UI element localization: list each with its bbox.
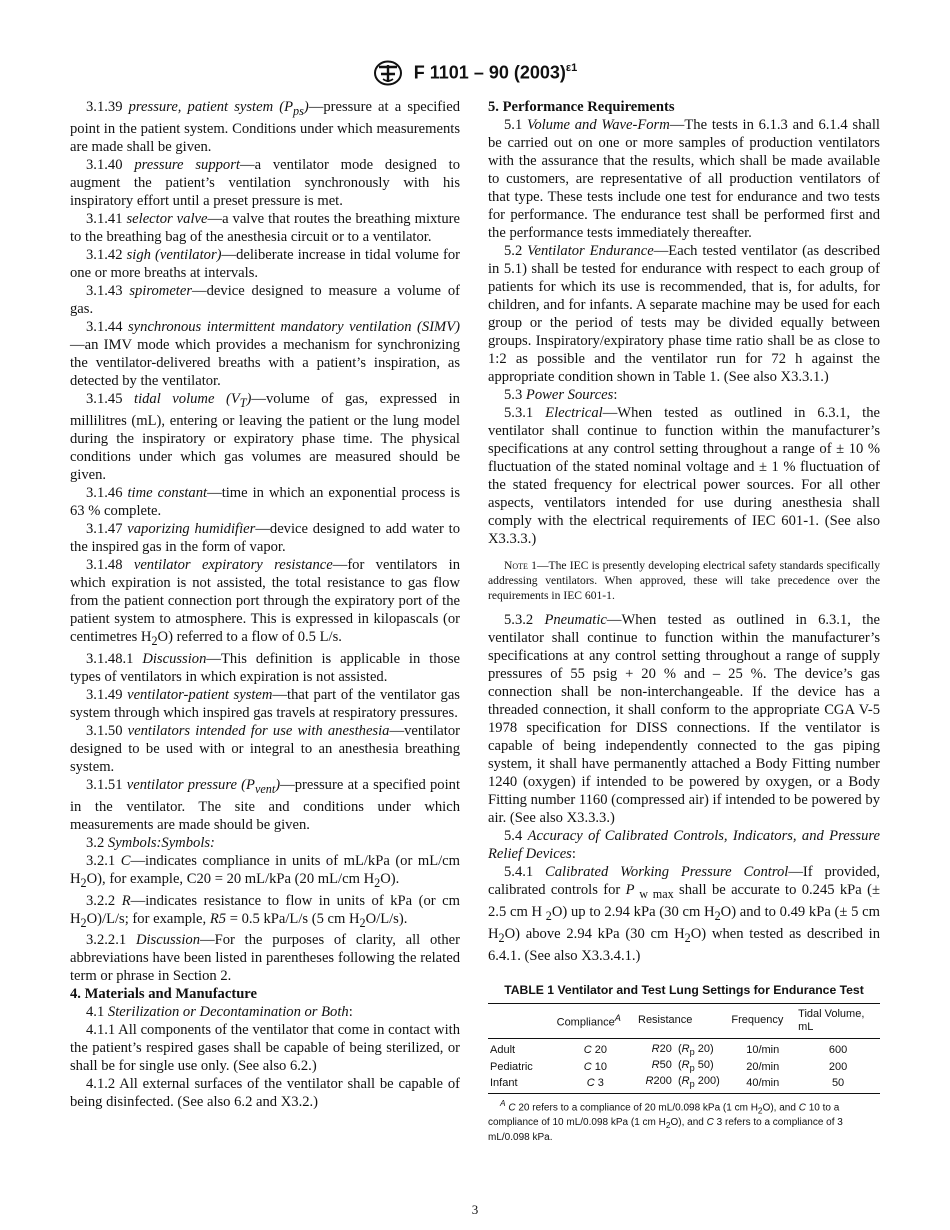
clause-5-3-1: 5.3.1 Electrical—When tested as outlined in 6.3.1, the ventilator shall continue to function within the manufacturer’s specifications at any control setting throughout a range of ± 10 % fluctuation of the stated nominal voltage and ± 1 % fluctuation of the stated frequency for electrical power sources. For all other aspects, ventilators intended for use during anesthesia shall comply with the electrical requirements of IEC 601-1. (See also X3.3.3.) [488,405,880,547]
clause-4-1-1: 4.1.1 All components of the ventilator that come in contact with the patient’s respired gases shall be capable of being sterilized, or shall be for single use only. (See also 6.2.) [70,1022,461,1075]
table-1 [488,1003,880,1095]
table-1-title: TABLE 1 Ventilator and Test Lung Settings for Endurance Test [504,982,864,997]
right-column [488,98,880,1144]
note-1: Note 1—The IEC is presently developing electrical safety standards specifically addressing ventilators. When approved, these will take precedence over the requirements in IEC 601-1. [488,559,881,602]
section-5-title: 5. Performance Requirements [488,99,675,115]
def-3-1-47: 3.1.47 vaporizing humidifier—device designed to add water to the inspired gas in the form of vapor. [70,520,460,555]
clause-5-4: 5.4 Accuracy of Calibrated Controls, Indicators, and Pressure Relief Devices: [488,828,880,862]
def-3-1-46: 3.1.46 time constant—time in which an exponential process is 63 % complete. [70,484,461,519]
def-3-1-39: 3.1.39 pressure, patient system $(P_{ps})—pressure$ at a specified point in the patient system. Conditions under which measurements are made shall be given. [70,99,460,155]
header-compliance: Compliance$^A$ [555,1003,636,1038]
clause-5-3: 5.3 Power Sources: [504,387,618,403]
header-frequency: Frequency [729,1003,796,1038]
page-header [0,60,950,86]
clause-5-4-1: 5.4.1 Calibrated Working Pressure Control—If provided, calibrated controls for P $_{w max}$ shall be accurate to 0.245 kPa (± 2.5 cm H $_2$O) up to 2.94 kPa (30 cm $H_2O$) and to 0.49 kPa (± 5 cm $H_2O$) above 2.94 kPa (30 cm $H_2O$) when tested as described in 6.4.1. (See also X3.3.4.1.) [488,864,881,964]
epsilon-mark: ε1 [565,61,578,74]
table-header-row [488,1003,880,1038]
table-row: Adult C 20 R20 ($R_p$ 20) 10/min 600 [490,1042,848,1057]
def-3-1-42: 3.1.42 sigh (ventilator)—deliberate increase in tidal volume for one or more breaths at intervals. [70,246,460,281]
table-row: Infant C 3 R200 ($R_p$ 200) 40/min 50 [488,1075,880,1094]
def-3-1-43: 3.1.43 spirometer—device designed to measure a volume of gas. [70,282,460,317]
clause-5-3-2: 5.3.2 Pneumatic—When tested as outlined in 6.3.1, the ventilator shall continue to function within the manufacturer’s specifications at any control setting throughout a range of supply pressures of 55 psig + 20 % and – 25 %. The device’s gas connection shall be non-interchangeable. If the device has a threaded connection, it shall conform to the appropriate CGA V-5 1978 specification for DISS connections. If the ventilator is capable of being independently connected to the gas piping system, it shall have permanently attached a Body Fitting number 1240 (oxygen) if intended to be powered by oxygen, or a Body Fitting number 1160 (compressed air) if intended to be powered by air. (See also X3.3.3.) [488,612,880,826]
def-3-1-45: 3.1.45 tidal volume $(V_T)—volume$ of gas, expressed in millilitres (mL), entering or leaving the patient or the lung model during the inspiratory or expiratory phase time. The physical conditions under which gas volumes are measured should be given. [70,390,460,483]
astm-logo-icon [373,60,403,86]
header-resistance: Resistance [636,1003,729,1038]
clause-5-2: 5.2 Ventilator Endurance—Each tested ventilator (as described in 5.1) shall be tested for endurance with respect to each group of patients for which its use is recommended, that is, for adults, for children, and for infants. A separate machine may be used for each group or the period of tests may be divided equally between groups. Inspiratory/expiratory phase time ratio shall be as close to 1:2 as possible and the ventilator run for 72 h against the appropriate condition shown in Table 1. (See also X3.3.1.) [488,243,880,385]
standard-designation: F 1101 – 90 [413,62,509,83]
def-3-1-50: 3.1.50 ventilators intended for use with anesthesia—ventilator designed to be used with or integral to an anesthesia breathing system. [70,722,460,775]
def-3-1-48: 3.1.48 ventilator expiratory resistance—for ventilators in which expiration is not assisted, the total resistance to gas flow from the patient connection port through the expiratory port of the patient system to atmosphere. This is expressed in kilopascals (or centimetres $H_2O$) referred to a flow of 0.5 L/s. [70,556,460,648]
standard-year: (2003) [513,62,566,83]
symbol-3-2-2: 3.2.2 R—indicates resistance to flow in units of kPa (or cm $H_2O)/L/s$; for example, R5 = 0.5 kPa/L/s (5 cm $H_2O/L/s$). [70,892,460,930]
def-3-1-48-1: 3.1.48.1 Discussion—This definition is applicable in those types of ventilators in which expiration is not assisted. [70,650,460,685]
def-3-1-44: 3.1.44 synchronous intermittent mandatory ventilation (SIMV)—an IMV mode which provides a mechanism for synchronizing the ventilator-delivered breaths with a patient’s inspiration, as detected by the ventilator. [70,318,460,389]
symbols-heading: 3.2 Symbols:Symbols: [86,834,215,851]
def-3-1-49: 3.1.49 ventilator-patient system—that part of the ventilator gas system through which inspired gas travels at respiratory pressures. [70,686,460,721]
section-4-title: 4. Materials and Manufacture [70,986,257,1003]
clause-4-1-2: 4.1.2 All external surfaces of the ventilator shall be capable of being disinfected. (See also 6.2 and X3.2.) [70,1076,460,1111]
left-column [70,98,460,1111]
clause-4-1: 4.1 Sterilization or Decontamination or Both: [86,1004,353,1021]
page-number: 3 [471,1202,479,1217]
header-category [488,1003,555,1038]
def-3-1-51: 3.1.51 ventilator pressure $(P_{vent})—pressure$ at a specified point in the ventilator. The site and conditions under which measurements are made should be given. [70,776,461,833]
table-row: Pediatric C 10 R50 ($R_p$ 50) 20/min 200 [490,1058,848,1074]
header-tidal-volume: Tidal Volume, mL [796,1003,880,1038]
discussion-3-2-2-1: 3.2.2.1 Discussion—For the purposes of clarity, all other abbreviations have been listed in parentheses following the related term or phrase in Section 2. [70,932,460,985]
def-3-1-41: 3.1.41 selector valve—a valve that routes the breathing mixture to the breathing bag of the anesthesia circuit or to a ventilator. [70,210,460,245]
symbol-3-2-1: 3.2.1 C—indicates compliance in units of mL/kPa (or mL/cm $H_2O$), for example, C20 = 20 mL/kPa (20 mL/cm $H_2O$). [70,852,460,890]
def-3-1-40: 3.1.40 pressure support—a ventilator mode designed to augment the patient’s ventilation synchronously with his inspiratory effort until a preset pressure is met. [70,156,460,209]
table-1-footnote: $^A$ C 20 refers to a compliance of 20 mL/0.098 kPa (1 cm $H_2O$), and C 10 to a compliance of 10 mL/0.098 kPa (1 cm $H_2O$), and C 3 refers to a compliance of 3 mL/0.098 kPa. [488,1098,843,1143]
clause-5-1: 5.1 Volume and Wave-Form—The tests in 6.1.3 and 6.1.4 shall be carried out on one or more samples of production ventilators with the assurance that the results, which shall be made available to customers, are representative of all production ventilators of that type. These tests include one test for endurance and two tests for performance. The endurance test shall be performed first and the performance tests immediately thereafter. [488,117,880,241]
